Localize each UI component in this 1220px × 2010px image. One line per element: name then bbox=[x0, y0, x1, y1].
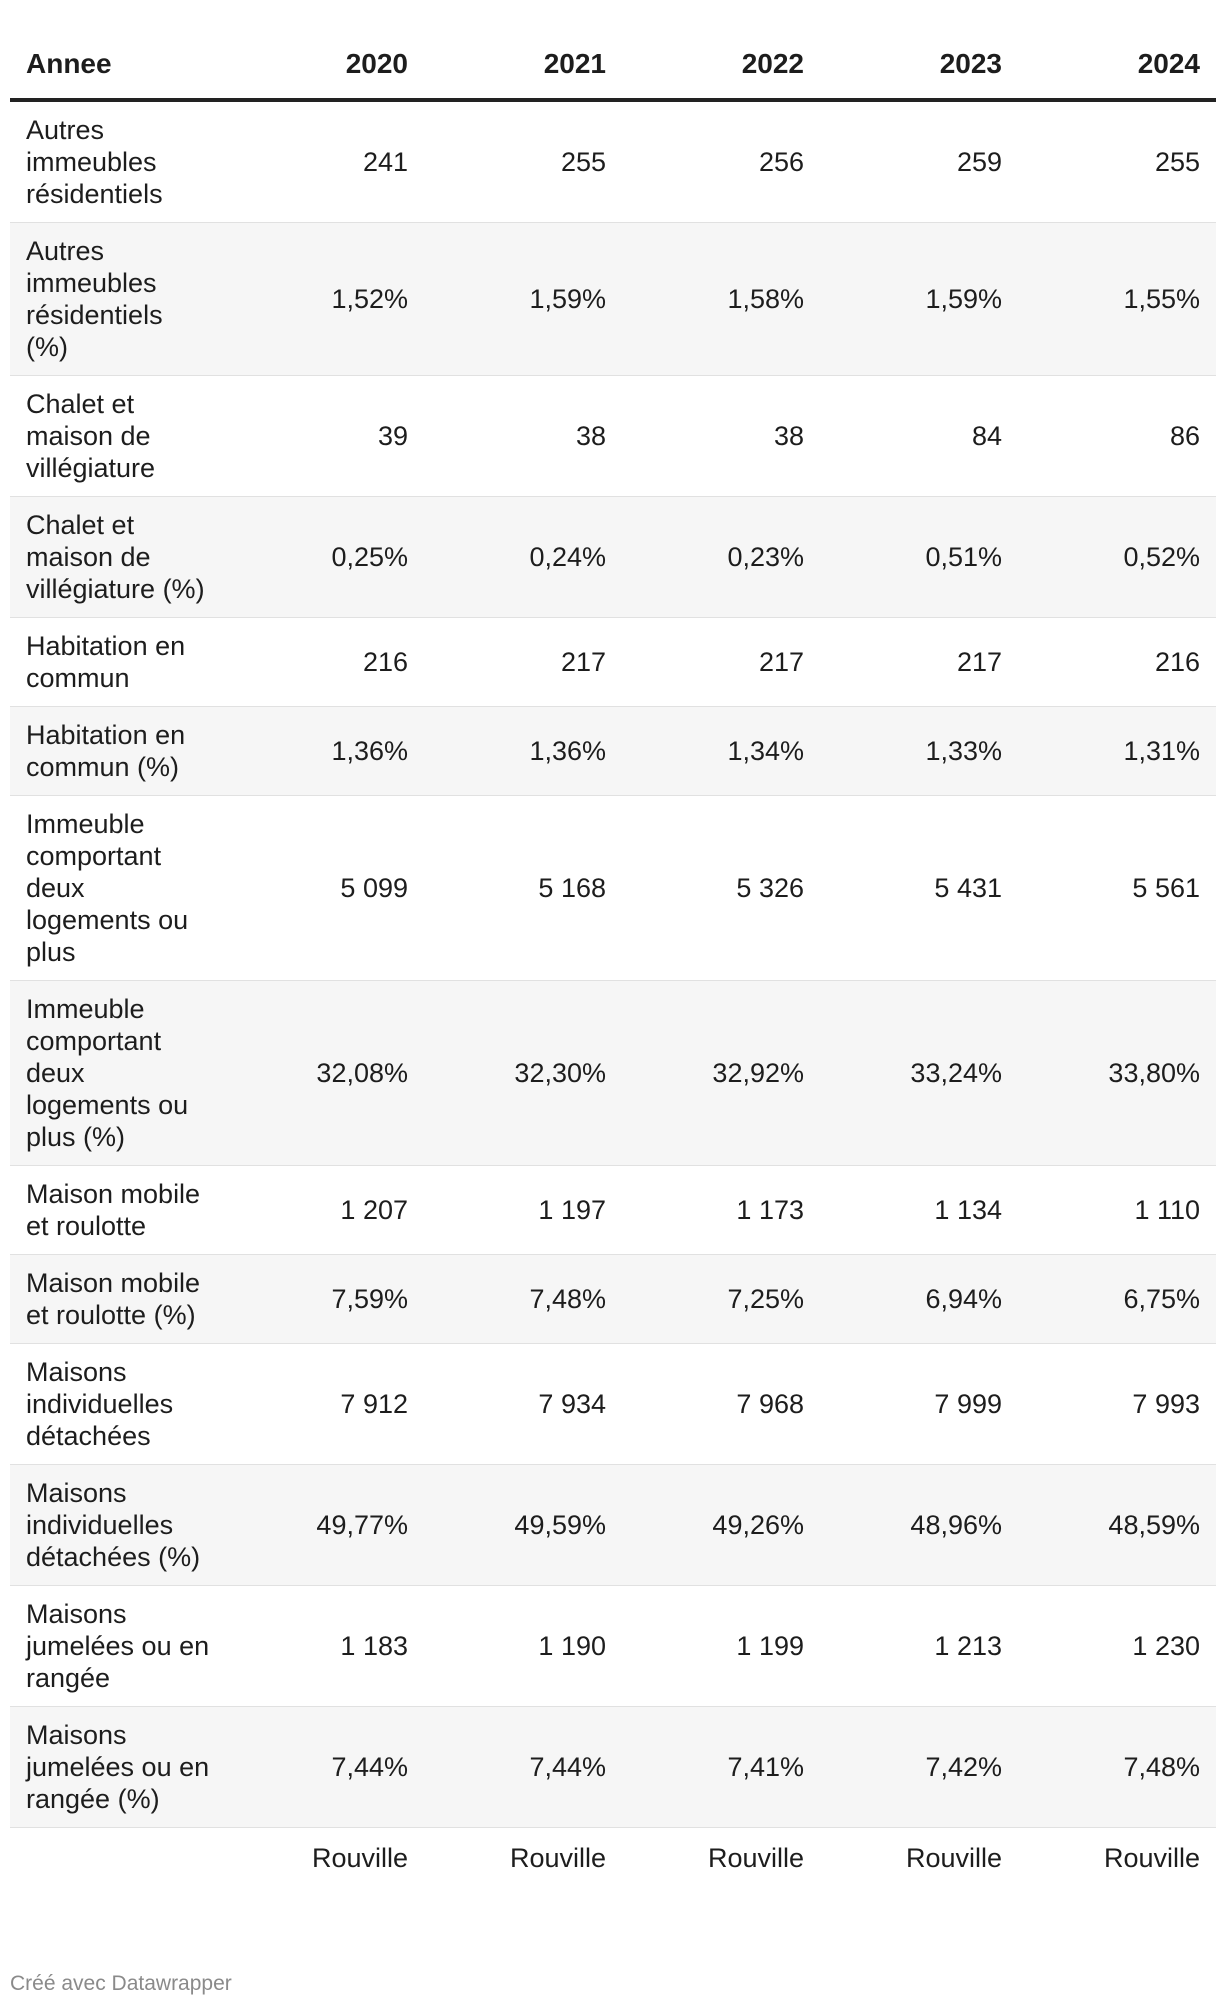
footer-cell-empty bbox=[10, 1828, 226, 1889]
table-cell: 255 bbox=[424, 100, 622, 223]
table-cell: 1 134 bbox=[820, 1166, 1018, 1255]
column-header-2021: 2021 bbox=[424, 30, 622, 100]
table-row bbox=[10, 707, 1216, 796]
table-cell: 32,08% bbox=[226, 981, 424, 1166]
row-label: Immeuble comportant deux logements ou plus bbox=[10, 796, 226, 981]
table-cell: 7,44% bbox=[424, 1707, 622, 1828]
table-cell: 256 bbox=[622, 100, 820, 223]
table-row bbox=[10, 796, 1216, 981]
table-cell: 7,41% bbox=[622, 1707, 820, 1828]
footer-cell-region: Rouville bbox=[1018, 1828, 1216, 1889]
table-cell: 5 431 bbox=[820, 796, 1018, 981]
table-cell: 0,25% bbox=[226, 497, 424, 618]
column-header-2022: 2022 bbox=[622, 30, 820, 100]
table-cell: 1 173 bbox=[622, 1166, 820, 1255]
footer-cell-region: Rouville bbox=[622, 1828, 820, 1889]
data-table bbox=[10, 30, 1216, 1888]
table-cell: 7 968 bbox=[622, 1344, 820, 1465]
table-cell: 217 bbox=[424, 618, 622, 707]
table-cell: 1,36% bbox=[226, 707, 424, 796]
table-body bbox=[10, 100, 1216, 1828]
table-cell: 7,42% bbox=[820, 1707, 1018, 1828]
table-cell: 217 bbox=[622, 618, 820, 707]
table-cell: 0,52% bbox=[1018, 497, 1216, 618]
table-row bbox=[10, 1586, 1216, 1707]
row-label: Chalet et maison de villégiature bbox=[10, 376, 226, 497]
table-row bbox=[10, 618, 1216, 707]
table-cell: 49,26% bbox=[622, 1465, 820, 1586]
table-cell: 1,31% bbox=[1018, 707, 1216, 796]
column-header-2023: 2023 bbox=[820, 30, 1018, 100]
table-cell: 32,92% bbox=[622, 981, 820, 1166]
table-row bbox=[10, 1166, 1216, 1255]
table-row bbox=[10, 981, 1216, 1166]
table-footer-row bbox=[10, 1828, 1216, 1889]
table-cell: 7 934 bbox=[424, 1344, 622, 1465]
table-row bbox=[10, 1255, 1216, 1344]
table-cell: 38 bbox=[622, 376, 820, 497]
table-cell: 32,30% bbox=[424, 981, 622, 1166]
column-header-annee: Annee bbox=[10, 30, 226, 100]
table-cell: 1 213 bbox=[820, 1586, 1018, 1707]
data-table-chart bbox=[10, 30, 1210, 1888]
table-cell: 38 bbox=[424, 376, 622, 497]
row-label: Autres immeubles résidentiels (%) bbox=[10, 223, 226, 376]
table-cell: 7,48% bbox=[1018, 1707, 1216, 1828]
table-row bbox=[10, 1465, 1216, 1586]
table-cell: 1 197 bbox=[424, 1166, 622, 1255]
table-cell: 48,59% bbox=[1018, 1465, 1216, 1586]
row-label: Maison mobile et roulotte bbox=[10, 1166, 226, 1255]
table-cell: 5 326 bbox=[622, 796, 820, 981]
table-cell: 1 110 bbox=[1018, 1166, 1216, 1255]
footer-cell-region: Rouville bbox=[820, 1828, 1018, 1889]
table-cell: 1 190 bbox=[424, 1586, 622, 1707]
table-cell: 7,25% bbox=[622, 1255, 820, 1344]
table-cell: 241 bbox=[226, 100, 424, 223]
table-cell: 1,55% bbox=[1018, 223, 1216, 376]
row-label: Autres immeubles résidentiels bbox=[10, 100, 226, 223]
table-cell: 7,48% bbox=[424, 1255, 622, 1344]
table-row bbox=[10, 223, 1216, 376]
table-cell: 1,59% bbox=[820, 223, 1018, 376]
table-cell: 1,52% bbox=[226, 223, 424, 376]
table-cell: 255 bbox=[1018, 100, 1216, 223]
row-label: Habitation en commun (%) bbox=[10, 707, 226, 796]
table-cell: 7,59% bbox=[226, 1255, 424, 1344]
table-cell: 39 bbox=[226, 376, 424, 497]
table-cell: 5 561 bbox=[1018, 796, 1216, 981]
table-cell: 1,58% bbox=[622, 223, 820, 376]
table-cell: 1 183 bbox=[226, 1586, 424, 1707]
table-cell: 49,59% bbox=[424, 1465, 622, 1586]
table-cell: 1,36% bbox=[424, 707, 622, 796]
table-row bbox=[10, 497, 1216, 618]
column-header-2020: 2020 bbox=[226, 30, 424, 100]
table-cell: 49,77% bbox=[226, 1465, 424, 1586]
table-cell: 1 207 bbox=[226, 1166, 424, 1255]
table-cell: 7,44% bbox=[226, 1707, 424, 1828]
row-label: Maisons individuelles détachées (%) bbox=[10, 1465, 226, 1586]
table-row bbox=[10, 1707, 1216, 1828]
row-label: Maisons individuelles détachées bbox=[10, 1344, 226, 1465]
table-cell: 1,59% bbox=[424, 223, 622, 376]
table-cell: 6,94% bbox=[820, 1255, 1018, 1344]
table-cell: 86 bbox=[1018, 376, 1216, 497]
table-cell: 7 912 bbox=[226, 1344, 424, 1465]
footer-cell-region: Rouville bbox=[226, 1828, 424, 1889]
table-cell: 6,75% bbox=[1018, 1255, 1216, 1344]
table-cell: 217 bbox=[820, 618, 1018, 707]
table-cell: 84 bbox=[820, 376, 1018, 497]
row-label: Maison mobile et roulotte (%) bbox=[10, 1255, 226, 1344]
table-cell: 33,24% bbox=[820, 981, 1018, 1166]
table-cell: 7 999 bbox=[820, 1344, 1018, 1465]
row-label: Immeuble comportant deux logements ou plus (%) bbox=[10, 981, 226, 1166]
table-row bbox=[10, 100, 1216, 223]
table-cell: 33,80% bbox=[1018, 981, 1216, 1166]
table-cell: 5 168 bbox=[424, 796, 622, 981]
table-cell: 1,33% bbox=[820, 707, 1018, 796]
table-cell: 5 099 bbox=[226, 796, 424, 981]
datawrapper-credit: Créé avec Datawrapper bbox=[10, 1972, 232, 1995]
table-cell: 259 bbox=[820, 100, 1018, 223]
table-cell: 216 bbox=[1018, 618, 1216, 707]
table-cell: 1,34% bbox=[622, 707, 820, 796]
table-cell: 1 199 bbox=[622, 1586, 820, 1707]
row-label: Habitation en commun bbox=[10, 618, 226, 707]
footer-cell-region: Rouville bbox=[424, 1828, 622, 1889]
table-row bbox=[10, 1344, 1216, 1465]
table-cell: 216 bbox=[226, 618, 424, 707]
table-cell: 0,51% bbox=[820, 497, 1018, 618]
table-header-row bbox=[10, 30, 1216, 100]
table-cell: 48,96% bbox=[820, 1465, 1018, 1586]
row-label: Maisons jumelées ou en rangée (%) bbox=[10, 1707, 226, 1828]
column-header-2024: 2024 bbox=[1018, 30, 1216, 100]
table-cell: 7 993 bbox=[1018, 1344, 1216, 1465]
table-cell: 1 230 bbox=[1018, 1586, 1216, 1707]
table-cell: 0,24% bbox=[424, 497, 622, 618]
row-label: Maisons jumelées ou en rangée bbox=[10, 1586, 226, 1707]
table-cell: 0,23% bbox=[622, 497, 820, 618]
table-row bbox=[10, 376, 1216, 497]
row-label: Chalet et maison de villégiature (%) bbox=[10, 497, 226, 618]
